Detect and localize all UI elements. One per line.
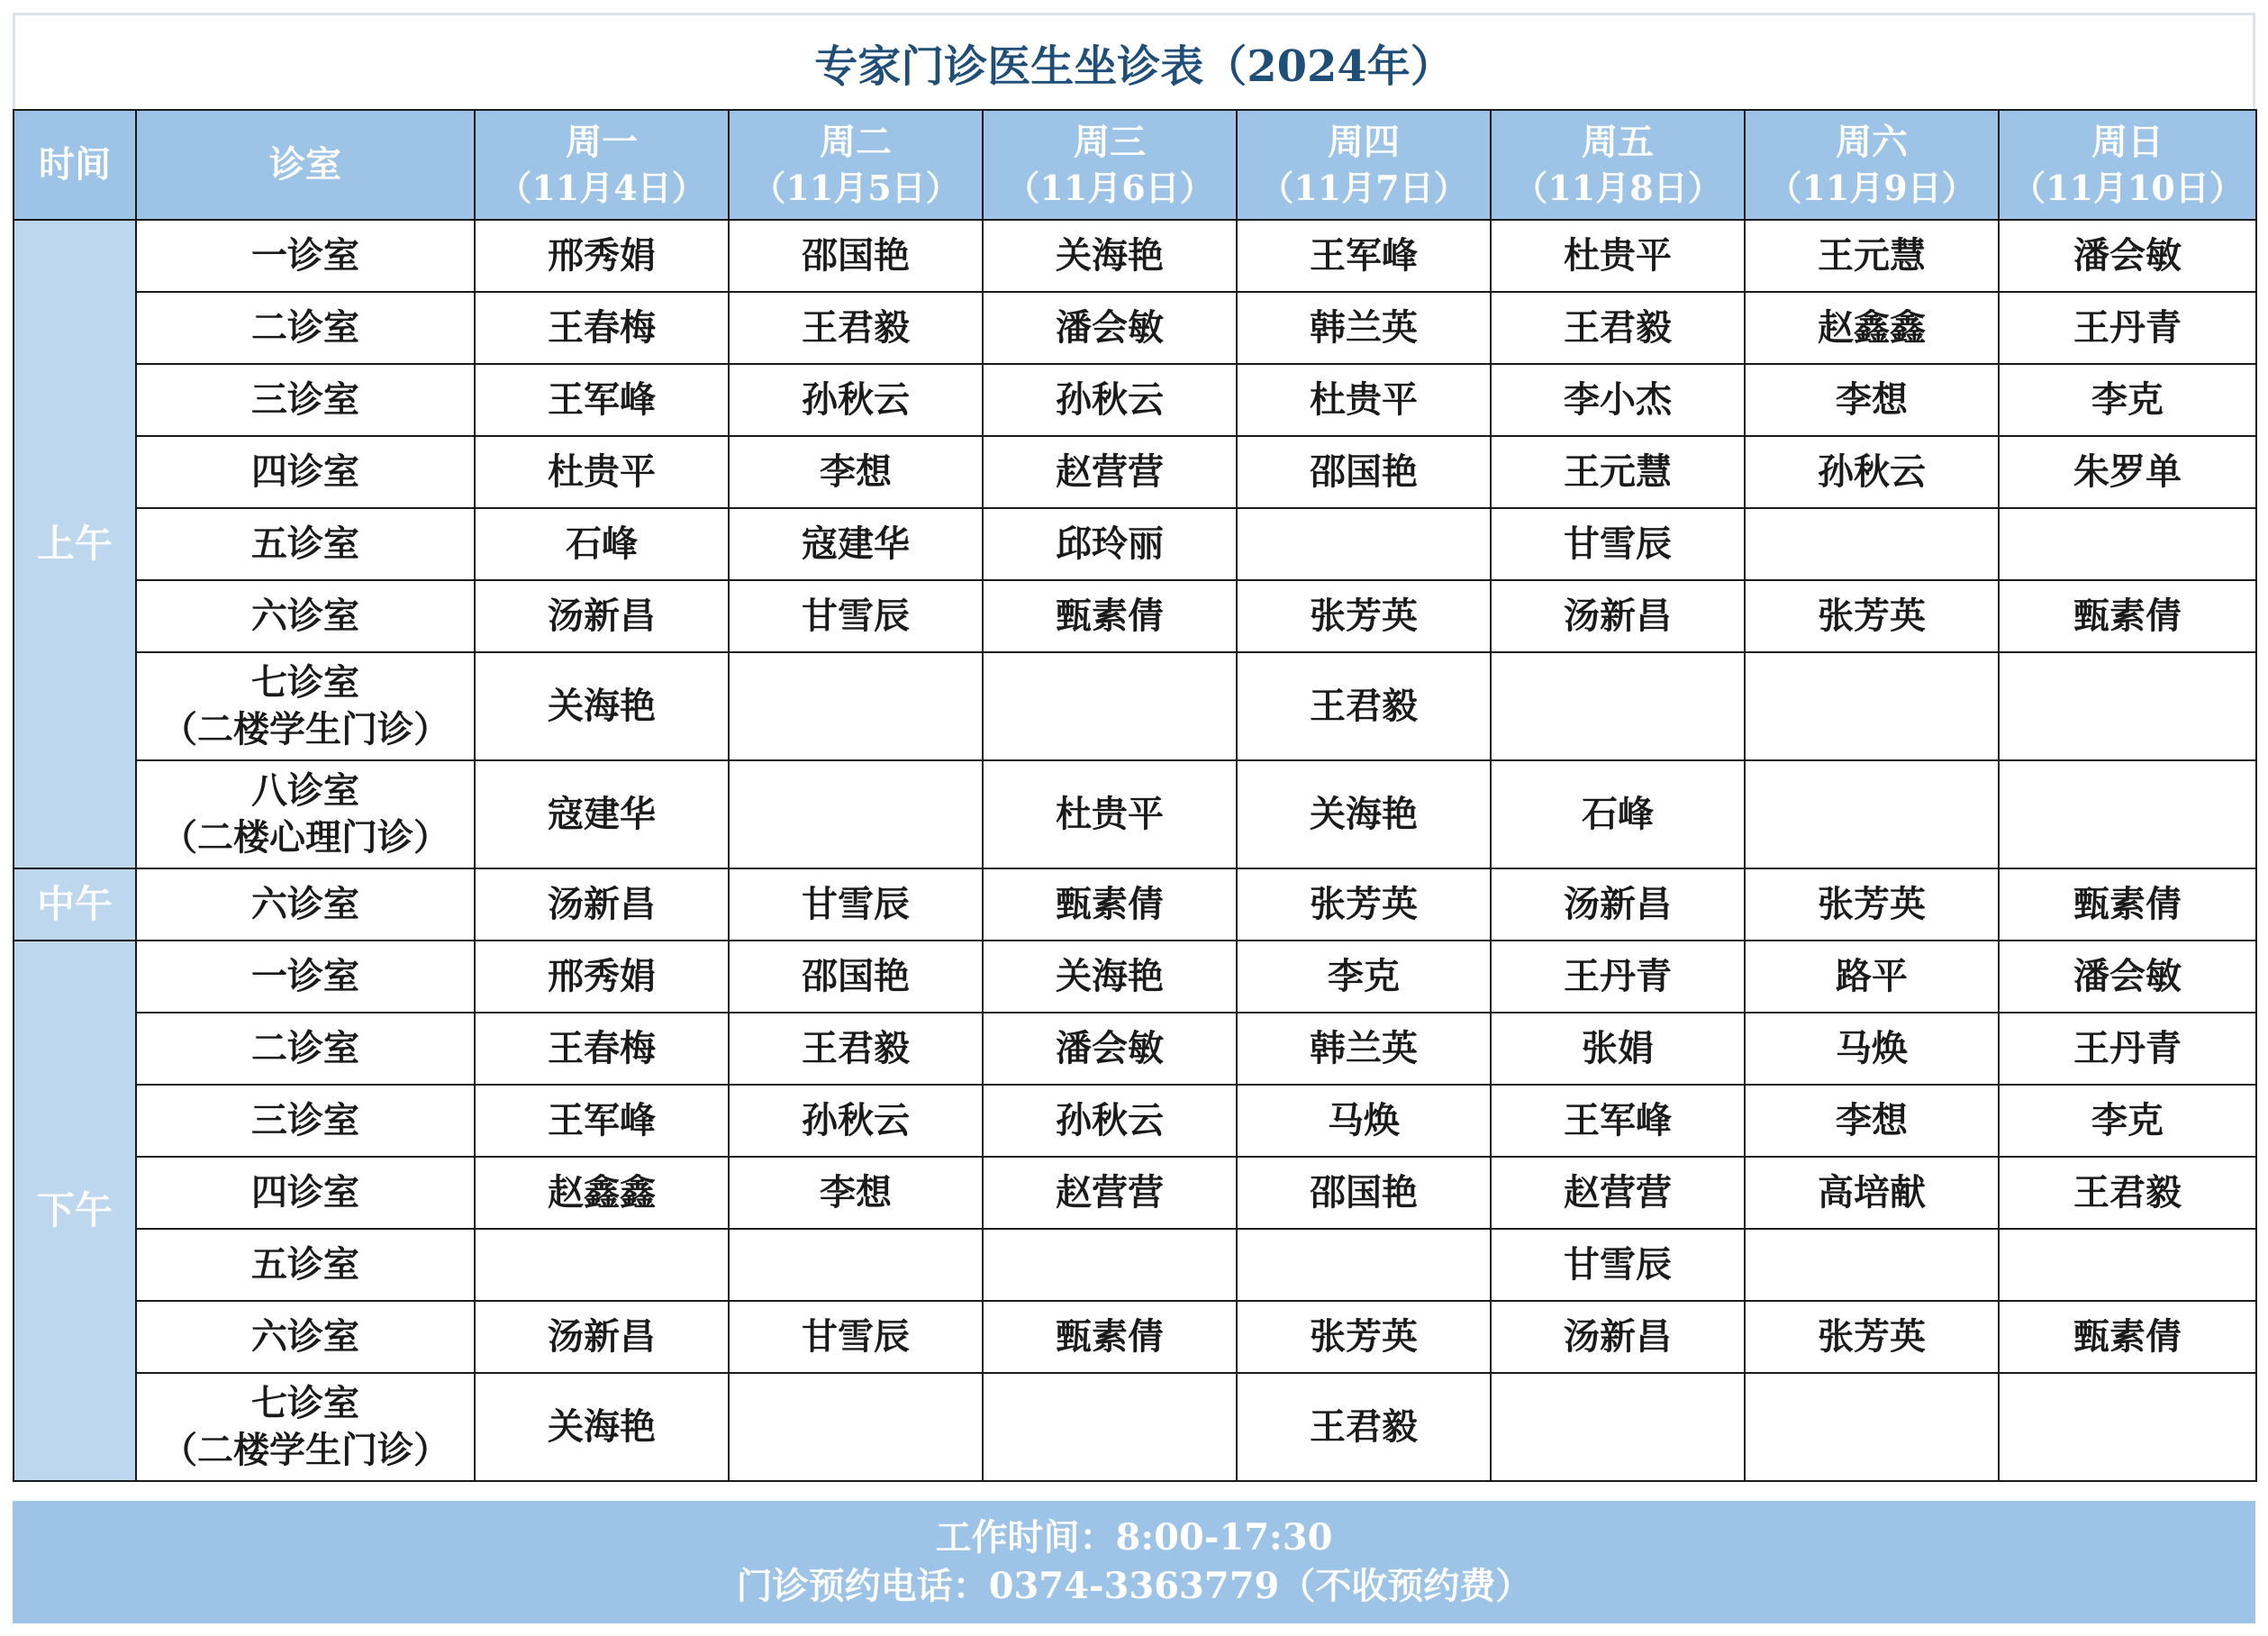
doctor-cell: 孙秋云 [729, 364, 983, 436]
doctor-cell: 潘会敏 [983, 1013, 1237, 1085]
doctor-cell: 王春梅 [475, 292, 729, 364]
table-row [14, 652, 2256, 760]
doctor-cell: 邵国艳 [1237, 1157, 1491, 1229]
room-name: 五诊室 [251, 1243, 359, 1286]
header-day [729, 110, 983, 220]
doctor-cell: 赵营营 [983, 436, 1237, 508]
day-date: （11月5日） [751, 168, 960, 209]
doctor-cell: 孙秋云 [1745, 436, 1999, 508]
header-room: 诊室 [136, 110, 475, 220]
header-day [1999, 110, 2256, 220]
footer [13, 1501, 2255, 1623]
doctor-cell: 邵国艳 [729, 220, 983, 292]
doctor-cell: 甘雪辰 [729, 580, 983, 652]
appointment-phone: 门诊预约电话：0374-3363779（不收预约费） [736, 1565, 1532, 1607]
doctor-cell: 王君毅 [1237, 1373, 1491, 1481]
doctor-cell: 甘雪辰 [729, 868, 983, 941]
header-day [475, 110, 729, 220]
doctor-cell: 甄素倩 [1999, 868, 2256, 941]
period-cell: 上午 [14, 220, 136, 868]
doctor-cell: 李克 [1999, 364, 2256, 436]
doctor-cell: 李小杰 [1491, 364, 1745, 436]
table-row [14, 760, 2256, 868]
doctor-cell [983, 1229, 1237, 1301]
doctor-cell: 杜贵平 [475, 436, 729, 508]
table-row [14, 1229, 2256, 1301]
doctor-cell: 邵国艳 [1237, 436, 1491, 508]
doctor-cell: 赵营营 [983, 1157, 1237, 1229]
doctor-cell [1999, 652, 2256, 760]
header-day [1237, 110, 1491, 220]
doctor-cell: 甄素倩 [983, 868, 1237, 941]
table-row [14, 1085, 2256, 1157]
doctor-cell: 王元慧 [1491, 436, 1745, 508]
doctor-cell: 赵鑫鑫 [475, 1157, 729, 1229]
doctor-cell: 张芳英 [1237, 580, 1491, 652]
doctor-cell: 杜贵平 [1237, 364, 1491, 436]
doctor-cell: 汤新昌 [1491, 868, 1745, 941]
doctor-cell: 甄素倩 [1999, 580, 2256, 652]
room-subtitle: （二楼心理门诊） [161, 816, 449, 859]
table-row [14, 1157, 2256, 1229]
room-cell [136, 1157, 475, 1229]
doctor-cell: 朱罗单 [1999, 436, 2256, 508]
day-name: 周五 [1582, 121, 1654, 164]
day-date: （11月4日） [497, 168, 706, 209]
day-date: （11月10日） [2011, 168, 2244, 209]
doctor-cell [729, 760, 983, 868]
room-name: 四诊室 [251, 450, 359, 493]
doctor-cell: 张芳英 [1745, 1301, 1999, 1373]
day-date: （11月6日） [1005, 168, 1214, 209]
header-row [14, 110, 2256, 220]
doctor-cell: 关海艳 [475, 1373, 729, 1481]
doctor-cell: 甘雪辰 [1491, 508, 1745, 580]
doctor-cell: 马焕 [1237, 1085, 1491, 1157]
room-cell [136, 1229, 475, 1301]
doctor-cell [1999, 508, 2256, 580]
doctor-cell [1745, 1229, 1999, 1301]
table-row [14, 1013, 2256, 1085]
doctor-cell: 李想 [729, 1157, 983, 1229]
doctor-cell: 李想 [1745, 364, 1999, 436]
room-cell [136, 760, 475, 868]
day-name: 周日 [2091, 121, 2164, 164]
table-row [14, 364, 2256, 436]
doctor-cell: 潘会敏 [1999, 941, 2256, 1013]
doctor-cell: 李想 [1745, 1085, 1999, 1157]
doctor-cell: 汤新昌 [1491, 1301, 1745, 1373]
room-name: 一诊室 [251, 234, 359, 277]
schedule-table [13, 109, 2257, 1482]
room-cell [136, 652, 475, 760]
doctor-cell: 汤新昌 [475, 868, 729, 941]
doctor-cell: 马焕 [1745, 1013, 1999, 1085]
doctor-cell: 石峰 [1491, 760, 1745, 868]
doctor-cell [1745, 760, 1999, 868]
doctor-cell: 寇建华 [729, 508, 983, 580]
doctor-cell: 甘雪辰 [729, 1301, 983, 1373]
room-cell [136, 580, 475, 652]
doctor-cell: 王君毅 [729, 1013, 983, 1085]
doctor-cell [1745, 1373, 1999, 1481]
doctor-cell: 王军峰 [475, 1085, 729, 1157]
header-day [1491, 110, 1745, 220]
day-date: （11月7日） [1259, 168, 1468, 209]
schedule-sheet [13, 13, 2255, 1623]
doctor-cell: 王丹青 [1491, 941, 1745, 1013]
room-name: 七诊室 [251, 1382, 359, 1424]
doctor-cell: 关海艳 [475, 652, 729, 760]
room-name: 二诊室 [251, 306, 359, 349]
room-name: 六诊室 [251, 1315, 359, 1358]
doctor-cell: 路平 [1745, 941, 1999, 1013]
doctor-cell: 张芳英 [1745, 580, 1999, 652]
doctor-cell [1745, 652, 1999, 760]
room-cell [136, 508, 475, 580]
room-name: 八诊室 [251, 769, 359, 812]
doctor-cell [1237, 508, 1491, 580]
doctor-cell: 王君毅 [1491, 292, 1745, 364]
doctor-cell [983, 652, 1237, 760]
room-cell [136, 941, 475, 1013]
doctor-cell: 王春梅 [475, 1013, 729, 1085]
room-cell [136, 868, 475, 941]
doctor-cell [1999, 760, 2256, 868]
doctor-cell: 高培献 [1745, 1157, 1999, 1229]
doctor-cell: 张芳英 [1237, 1301, 1491, 1373]
room-cell [136, 1013, 475, 1085]
doctor-cell: 甄素倩 [1999, 1301, 2256, 1373]
doctor-cell: 汤新昌 [1491, 580, 1745, 652]
doctor-cell: 孙秋云 [983, 364, 1237, 436]
doctor-cell: 李克 [1999, 1085, 2256, 1157]
doctor-cell: 潘会敏 [983, 292, 1237, 364]
table-row [14, 868, 2256, 941]
doctor-cell [1491, 1373, 1745, 1481]
doctor-cell: 甄素倩 [983, 580, 1237, 652]
doctor-cell: 关海艳 [1237, 760, 1491, 868]
doctor-cell [729, 1229, 983, 1301]
room-name: 二诊室 [251, 1027, 359, 1069]
doctor-cell: 王丹青 [1999, 1013, 2256, 1085]
table-row [14, 220, 2256, 292]
doctor-cell: 邢秀娟 [475, 220, 729, 292]
day-date: （11月9日） [1767, 168, 1976, 209]
header-day [1745, 110, 1999, 220]
doctor-cell: 王君毅 [729, 292, 983, 364]
doctor-cell: 孙秋云 [729, 1085, 983, 1157]
doctor-cell: 赵营营 [1491, 1157, 1745, 1229]
room-cell [136, 292, 475, 364]
room-name: 一诊室 [251, 955, 359, 997]
room-name: 七诊室 [251, 661, 359, 704]
doctor-cell [983, 1373, 1237, 1481]
doctor-cell: 王元慧 [1745, 220, 1999, 292]
doctor-cell: 王君毅 [1999, 1157, 2256, 1229]
doctor-cell: 李想 [729, 436, 983, 508]
table-row [14, 1301, 2256, 1373]
room-cell [136, 436, 475, 508]
room-cell [136, 364, 475, 436]
room-name: 六诊室 [251, 883, 359, 925]
doctor-cell [475, 1229, 729, 1301]
room-name: 六诊室 [251, 595, 359, 637]
doctor-cell: 关海艳 [983, 220, 1237, 292]
page-title: 专家门诊医生坐诊表（2024年） [13, 13, 2255, 109]
doctor-cell: 张娟 [1491, 1013, 1745, 1085]
doctor-cell [1999, 1373, 2256, 1481]
day-name: 周三 [1074, 121, 1146, 164]
doctor-cell: 甄素倩 [983, 1301, 1237, 1373]
doctor-cell: 王军峰 [1237, 220, 1491, 292]
day-name: 周四 [1328, 121, 1400, 164]
room-name: 四诊室 [251, 1171, 359, 1213]
doctor-cell: 关海艳 [983, 941, 1237, 1013]
doctor-cell: 杜贵平 [1491, 220, 1745, 292]
table-row [14, 292, 2256, 364]
doctor-cell: 韩兰英 [1237, 1013, 1491, 1085]
doctor-cell [1745, 508, 1999, 580]
doctor-cell [729, 652, 983, 760]
room-name: 三诊室 [251, 378, 359, 421]
period-cell: 下午 [14, 941, 136, 1481]
day-name: 周六 [1836, 121, 1908, 164]
room-cell [136, 1373, 475, 1481]
schedule-body [14, 220, 2256, 1481]
room-subtitle: （二楼学生门诊） [161, 708, 449, 750]
doctor-cell: 王军峰 [1491, 1085, 1745, 1157]
doctor-cell [729, 1373, 983, 1481]
day-name: 周一 [566, 121, 638, 164]
day-name: 周二 [820, 121, 892, 164]
doctor-cell: 王军峰 [475, 364, 729, 436]
doctor-cell: 潘会敏 [1999, 220, 2256, 292]
doctor-cell: 甘雪辰 [1491, 1229, 1745, 1301]
doctor-cell: 赵鑫鑫 [1745, 292, 1999, 364]
table-row [14, 508, 2256, 580]
table-row [14, 580, 2256, 652]
doctor-cell: 邵国艳 [729, 941, 983, 1013]
room-subtitle: （二楼学生门诊） [161, 1429, 449, 1471]
doctor-cell: 汤新昌 [475, 1301, 729, 1373]
table-row [14, 436, 2256, 508]
room-name: 三诊室 [251, 1099, 359, 1141]
room-cell [136, 1301, 475, 1373]
working-hours: 工作时间：8:00-17:30 [935, 1516, 1333, 1559]
doctor-cell: 杜贵平 [983, 760, 1237, 868]
room-name: 五诊室 [251, 523, 359, 565]
header-time: 时间 [14, 110, 136, 220]
doctor-cell: 张芳英 [1745, 868, 1999, 941]
table-row [14, 941, 2256, 1013]
day-date: （11月8日） [1513, 168, 1722, 209]
doctor-cell: 张芳英 [1237, 868, 1491, 941]
doctor-cell [1491, 652, 1745, 760]
doctor-cell: 韩兰英 [1237, 292, 1491, 364]
doctor-cell: 孙秋云 [983, 1085, 1237, 1157]
doctor-cell: 李克 [1237, 941, 1491, 1013]
doctor-cell [1999, 1229, 2256, 1301]
doctor-cell: 寇建华 [475, 760, 729, 868]
doctor-cell: 邢秀娟 [475, 941, 729, 1013]
period-cell: 中午 [14, 868, 136, 941]
doctor-cell: 石峰 [475, 508, 729, 580]
room-cell [136, 1085, 475, 1157]
doctor-cell [1237, 1229, 1491, 1301]
doctor-cell: 汤新昌 [475, 580, 729, 652]
header-day [983, 110, 1237, 220]
doctor-cell: 王君毅 [1237, 652, 1491, 760]
room-cell [136, 220, 475, 292]
doctor-cell: 王丹青 [1999, 292, 2256, 364]
table-row [14, 1373, 2256, 1481]
doctor-cell: 邱玲丽 [983, 508, 1237, 580]
